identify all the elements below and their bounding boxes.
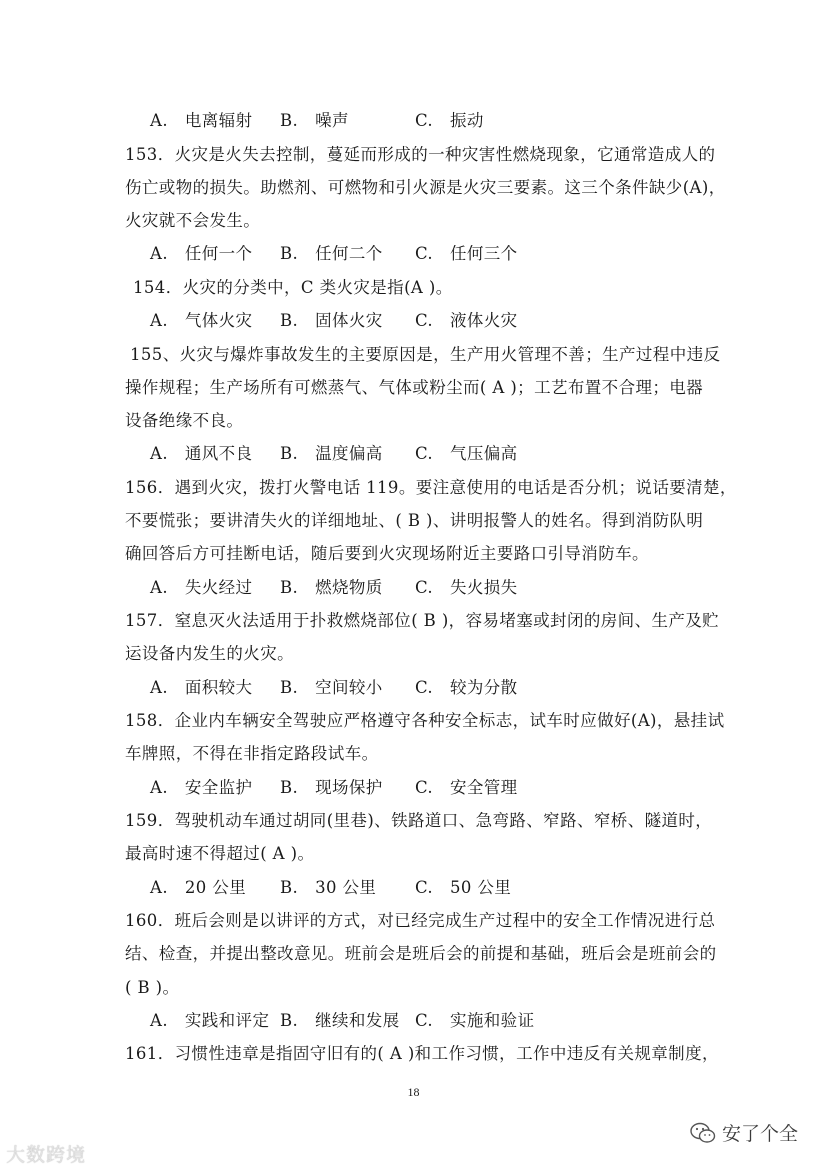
option-c: C. 实施和验证 <box>415 1011 535 1030</box>
wechat-icon <box>690 1122 716 1144</box>
question-text-line: 157．窒息灭火法适用于扑救燃烧部位( B )，容易堵塞或封闭的房间、生产及贮 <box>125 611 720 630</box>
option-b: B. 30 公里 <box>280 878 377 897</box>
question-text-line: 158．企业内车辆安全驾驶应严格遵守各种安全标志，试车时应做好(A)，悬挂试 <box>125 711 725 730</box>
option-a: A. 20 公里 <box>150 878 247 897</box>
answer-options <box>150 443 518 465</box>
option-a: A. 失火经过 <box>150 578 253 597</box>
option-b: B. 现场保护 <box>280 778 383 797</box>
option-a: A. 安全监护 <box>150 778 253 797</box>
question-text-line: 161．习惯性违章是指固守旧有的( A )和工作习惯，工作中违反有关规章制度， <box>125 1044 719 1063</box>
option-b: B. 噪声 <box>280 111 349 130</box>
option-c: C. 振动 <box>415 111 484 130</box>
option-b: B. 固体火灾 <box>280 311 383 330</box>
option-a: A. 电离辐射 <box>150 111 253 130</box>
question-text-line: 伤亡或物的损失。助燃剂、可燃物和引火源是火灾三要素。这三个条件缺少(A)， <box>125 178 726 197</box>
question-text-line: ( B )。 <box>125 978 180 997</box>
question-text-line: 最高时速不得超过( A )。 <box>125 844 315 863</box>
watermark-right-text: 安了个全 <box>722 1123 799 1145</box>
question-text-line: 运设备内发生的火灾。 <box>125 644 294 663</box>
option-a: A. 任何一个 <box>150 244 253 263</box>
watermark-left-text: 大数跨境 <box>6 1144 87 1166</box>
answer-options <box>150 1010 534 1032</box>
question-text-line: 159．驾驶机动车通过胡同(里巷)、铁路道口、急弯路、窄路、窄桥、隧道时， <box>125 811 713 830</box>
option-c: C. 气压偏高 <box>415 444 518 463</box>
option-a: A. 面积较大 <box>150 678 253 697</box>
question-text-line: 不要慌张；要讲清失火的详细地址、( B )、讲明报警人的姓名。得到消防队明 <box>125 511 704 530</box>
question-text-line: 160．班后会则是以讲评的方式，对已经完成生产过程中的安全工作情况进行总 <box>125 911 716 930</box>
question-text-line: 确回答后方可挂断电话，随后要到火灾现场附近主要路口引导消防车。 <box>125 544 649 563</box>
question-text-line: 156．遇到火灾，拨打火警电话 119。要注意使用的电话是否分机；说话要清楚， <box>125 478 737 497</box>
answer-options <box>150 877 511 899</box>
option-c: C. 较为分散 <box>415 678 518 697</box>
option-b: B. 任何二个 <box>280 244 383 263</box>
question-text-line: 结、检查，并提出整改意见。班前会是班后会的前提和基础，班后会是班前会的 <box>125 944 717 963</box>
answer-options <box>150 310 518 332</box>
watermark-right <box>690 1119 798 1146</box>
question-text-line: 154．火灾的分类中，C 类火灾是指(A )。 <box>133 278 453 297</box>
option-c: C. 失火损失 <box>415 578 518 597</box>
answer-options <box>150 243 518 265</box>
option-b: B. 空间较小 <box>280 678 383 697</box>
option-c: C. 50 公里 <box>415 878 512 897</box>
question-text-line: 操作规程；生产场所有可燃蒸气、气体或粉尘而( A )；工艺布置不合理；电器 <box>125 378 704 397</box>
option-b: B. 温度偏高 <box>280 444 383 463</box>
answer-options <box>150 110 484 132</box>
page-number: 18 <box>407 1085 420 1099</box>
option-c: C. 任何三个 <box>415 244 518 263</box>
answer-options <box>150 577 518 599</box>
option-a: A. 气体火灾 <box>150 311 253 330</box>
watermark-left <box>6 1140 86 1167</box>
option-a: A. 通风不良 <box>150 444 253 463</box>
question-text-line: 153．火灾是火失去控制，蔓延而形成的一种灾害性燃烧现象，它通常造成人的 <box>125 145 716 164</box>
question-text-line: 车牌照，不得在非指定路段试车。 <box>125 744 379 763</box>
option-c: C. 液体火灾 <box>415 311 518 330</box>
question-text-line: 设备绝缘不良。 <box>125 411 244 430</box>
answer-options <box>150 677 518 699</box>
option-b: B. 燃烧物质 <box>280 578 383 597</box>
question-text-line: 火灾就不会发生。 <box>125 211 261 230</box>
option-a: A. 实践和评定 <box>150 1011 270 1030</box>
answer-options <box>150 777 518 799</box>
option-b: B. 继续和发展 <box>280 1011 400 1030</box>
option-c: C. 安全管理 <box>415 778 518 797</box>
question-text-line: 155、火灾与爆炸事故发生的主要原因是，生产用火管理不善；生产过程中违反 <box>130 345 721 364</box>
